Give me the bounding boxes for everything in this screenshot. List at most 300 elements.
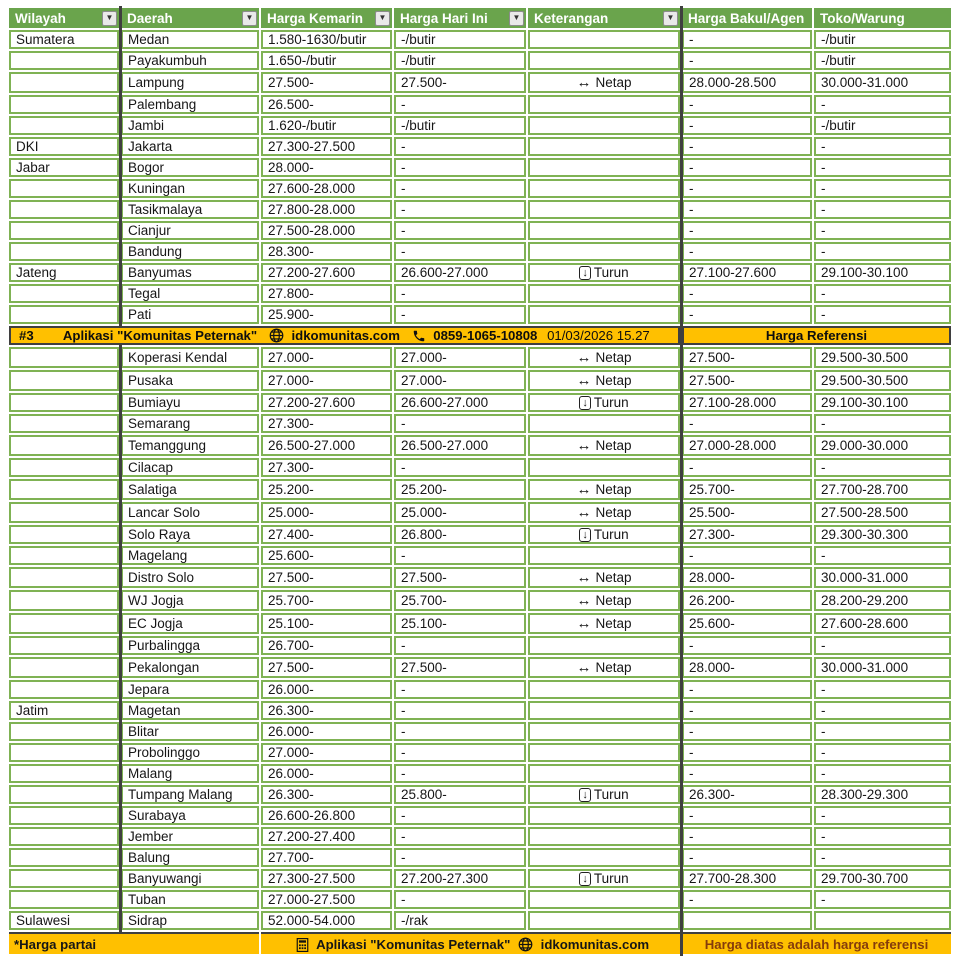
cell-daerah[interactable]: Lancar Solo <box>121 502 259 523</box>
cell-wilayah[interactable] <box>9 613 119 634</box>
cell-wilayah[interactable] <box>9 393 119 412</box>
cell-harga-kemarin[interactable]: 26.500-27.000 <box>261 435 392 456</box>
cell-daerah[interactable]: Distro Solo <box>121 567 259 588</box>
cell-toko-warung[interactable]: - <box>814 722 951 741</box>
cell-daerah[interactable]: Pekalongan <box>121 657 259 678</box>
cell-keterangan[interactable] <box>528 806 680 825</box>
cell-harga-bakul-agen[interactable]: - <box>682 30 812 49</box>
cell-wilayah[interactable] <box>9 657 119 678</box>
cell-harga-kemarin[interactable]: 27.500- <box>261 657 392 678</box>
filter-dropdown-button[interactable] <box>509 11 524 26</box>
cell-keterangan[interactable] <box>528 158 680 177</box>
cell-toko-warung[interactable]: -/butir <box>814 30 951 49</box>
cell-toko-warung[interactable]: - <box>814 743 951 762</box>
cell-daerah[interactable]: Jember <box>121 827 259 846</box>
cell-daerah[interactable]: Tumpang Malang <box>121 785 259 804</box>
cell-wilayah[interactable] <box>9 680 119 699</box>
cell-toko-warung[interactable]: - <box>814 890 951 909</box>
cell-toko-warung[interactable]: - <box>814 636 951 655</box>
website-link[interactable]: idkomunitas.com <box>291 328 400 343</box>
cell-keterangan[interactable] <box>528 785 680 804</box>
cell-daerah[interactable]: Palembang <box>121 95 259 114</box>
cell-keterangan[interactable] <box>528 200 680 219</box>
cell-daerah[interactable]: Bogor <box>121 158 259 177</box>
cell-keterangan[interactable] <box>528 657 680 678</box>
cell-harga-hari-ini[interactable]: - <box>394 743 526 762</box>
cell-toko-warung[interactable]: - <box>814 680 951 699</box>
cell-harga-hari-ini[interactable]: - <box>394 458 526 477</box>
cell-wilayah[interactable]: Jateng <box>9 263 119 282</box>
cell-toko-warung[interactable]: 28.200-29.200 <box>814 590 951 611</box>
cell-wilayah[interactable] <box>9 785 119 804</box>
cell-daerah[interactable]: Pati <box>121 305 259 324</box>
cell-harga-hari-ini[interactable]: - <box>394 95 526 114</box>
cell-toko-warung[interactable]: - <box>814 806 951 825</box>
cell-harga-bakul-agen[interactable]: 26.200- <box>682 590 812 611</box>
cell-harga-kemarin[interactable]: 27.300-27.500 <box>261 137 392 156</box>
footer-website-link[interactable]: idkomunitas.com <box>540 936 650 952</box>
cell-harga-hari-ini[interactable]: - <box>394 242 526 261</box>
cell-harga-bakul-agen[interactable]: - <box>682 116 812 135</box>
cell-keterangan[interactable] <box>528 722 680 741</box>
cell-wilayah[interactable] <box>9 567 119 588</box>
cell-wilayah[interactable]: Jatim <box>9 701 119 720</box>
cell-toko-warung[interactable]: 29.100-30.100 <box>814 263 951 282</box>
cell-wilayah[interactable] <box>9 116 119 135</box>
cell-harga-bakul-agen[interactable]: - <box>682 284 812 303</box>
cell-harga-bakul-agen[interactable]: 25.500- <box>682 502 812 523</box>
cell-wilayah[interactable] <box>9 806 119 825</box>
cell-daerah[interactable]: Tuban <box>121 890 259 909</box>
cell-harga-bakul-agen[interactable]: 27.500- <box>682 347 812 368</box>
cell-wilayah[interactable]: Sumatera <box>9 30 119 49</box>
cell-harga-bakul-agen[interactable]: - <box>682 200 812 219</box>
cell-harga-hari-ini[interactable]: - <box>394 221 526 240</box>
cell-wilayah[interactable] <box>9 743 119 762</box>
cell-daerah[interactable]: Lampung <box>121 72 259 93</box>
cell-daerah[interactable]: Balung <box>121 848 259 867</box>
cell-wilayah[interactable] <box>9 347 119 368</box>
cell-toko-warung[interactable]: - <box>814 458 951 477</box>
cell-daerah[interactable]: Surabaya <box>121 806 259 825</box>
cell-harga-bakul-agen[interactable]: - <box>682 414 812 433</box>
cell-daerah[interactable]: Medan <box>121 30 259 49</box>
cell-harga-hari-ini[interactable]: - <box>394 636 526 655</box>
cell-harga-bakul-agen[interactable]: - <box>682 458 812 477</box>
cell-daerah[interactable]: Purbalingga <box>121 636 259 655</box>
cell-keterangan[interactable] <box>528 567 680 588</box>
cell-keterangan[interactable] <box>528 116 680 135</box>
cell-toko-warung[interactable]: 28.300-29.300 <box>814 785 951 804</box>
cell-harga-kemarin[interactable]: 25.100- <box>261 613 392 634</box>
cell-toko-warung[interactable]: - <box>814 158 951 177</box>
cell-harga-bakul-agen[interactable]: - <box>682 680 812 699</box>
cell-harga-hari-ini[interactable]: 25.100- <box>394 613 526 634</box>
cell-wilayah[interactable] <box>9 221 119 240</box>
cell-harga-bakul-agen[interactable]: - <box>682 722 812 741</box>
cell-daerah[interactable]: Blitar <box>121 722 259 741</box>
cell-wilayah[interactable] <box>9 848 119 867</box>
cell-wilayah[interactable] <box>9 502 119 523</box>
cell-keterangan[interactable] <box>528 869 680 888</box>
cell-harga-kemarin[interactable]: 26.600-26.800 <box>261 806 392 825</box>
cell-wilayah[interactable] <box>9 179 119 198</box>
cell-toko-warung[interactable]: 27.500-28.500 <box>814 502 951 523</box>
cell-wilayah[interactable] <box>9 525 119 544</box>
cell-harga-kemarin[interactable]: 27.200-27.600 <box>261 393 392 412</box>
cell-wilayah[interactable] <box>9 890 119 909</box>
cell-harga-hari-ini[interactable]: 27.500- <box>394 72 526 93</box>
cell-keterangan[interactable] <box>528 435 680 456</box>
cell-harga-kemarin[interactable]: 27.200-27.400 <box>261 827 392 846</box>
cell-harga-bakul-agen[interactable]: - <box>682 221 812 240</box>
cell-harga-kemarin[interactable]: 27.700- <box>261 848 392 867</box>
cell-wilayah[interactable] <box>9 722 119 741</box>
cell-harga-kemarin[interactable]: 25.700- <box>261 590 392 611</box>
cell-daerah[interactable]: Jepara <box>121 680 259 699</box>
cell-wilayah[interactable] <box>9 435 119 456</box>
cell-keterangan[interactable] <box>528 502 680 523</box>
cell-harga-bakul-agen[interactable]: 28.000-28.500 <box>682 72 812 93</box>
cell-keterangan[interactable] <box>528 347 680 368</box>
cell-keterangan[interactable] <box>528 51 680 70</box>
cell-toko-warung[interactable]: - <box>814 848 951 867</box>
cell-keterangan[interactable] <box>528 95 680 114</box>
cell-harga-hari-ini[interactable]: 25.700- <box>394 590 526 611</box>
cell-toko-warung[interactable]: - <box>814 414 951 433</box>
cell-wilayah[interactable] <box>9 200 119 219</box>
cell-daerah[interactable]: Magetan <box>121 701 259 720</box>
filter-dropdown-button[interactable] <box>242 11 257 26</box>
cell-wilayah[interactable] <box>9 479 119 500</box>
table-row <box>9 284 951 303</box>
cell-toko-warung[interactable]: -/butir <box>814 51 951 70</box>
cell-harga-bakul-agen[interactable]: - <box>682 242 812 261</box>
cell-daerah[interactable]: Malang <box>121 764 259 783</box>
cell-harga-kemarin[interactable]: 27.500- <box>261 567 392 588</box>
cell-harga-bakul-agen[interactable]: - <box>682 806 812 825</box>
cell-daerah[interactable]: Temanggung <box>121 435 259 456</box>
cell-harga-kemarin[interactable]: 27.000- <box>261 743 392 762</box>
filter-dropdown-button[interactable] <box>102 11 117 26</box>
table-row <box>9 305 951 324</box>
cell-wilayah[interactable] <box>9 305 119 324</box>
cell-harga-hari-ini[interactable]: 26.600-27.000 <box>394 263 526 282</box>
cell-harga-kemarin[interactable]: 28.000- <box>261 158 392 177</box>
cell-harga-kemarin[interactable]: 25.200- <box>261 479 392 500</box>
cell-daerah[interactable]: Payakumbuh <box>121 51 259 70</box>
cell-wilayah[interactable] <box>9 764 119 783</box>
cell-harga-hari-ini[interactable]: - <box>394 890 526 909</box>
cell-daerah[interactable]: Solo Raya <box>121 525 259 544</box>
table-row <box>9 179 951 198</box>
cell-harga-hari-ini[interactable]: - <box>394 414 526 433</box>
cell-harga-kemarin[interactable]: 27.800- <box>261 284 392 303</box>
cell-harga-kemarin[interactable]: 27.300- <box>261 414 392 433</box>
cell-daerah[interactable]: Koperasi Kendal <box>121 347 259 368</box>
cell-harga-bakul-agen[interactable]: - <box>682 827 812 846</box>
cell-harga-hari-ini[interactable]: 27.000- <box>394 347 526 368</box>
cell-toko-warung[interactable]: 30.000-31.000 <box>814 657 951 678</box>
cell-harga-kemarin[interactable]: 1.580-1630/butir <box>261 30 392 49</box>
cell-harga-hari-ini[interactable]: 27.000- <box>394 370 526 391</box>
cell-toko-warung[interactable]: 30.000-31.000 <box>814 567 951 588</box>
cell-daerah[interactable]: Bumiayu <box>121 393 259 412</box>
cell-keterangan[interactable] <box>528 827 680 846</box>
cell-harga-bakul-agen[interactable]: - <box>682 95 812 114</box>
cell-harga-bakul-agen[interactable]: - <box>682 890 812 909</box>
cell-toko-warung[interactable]: 29.500-30.500 <box>814 370 951 391</box>
cell-harga-kemarin[interactable]: 25.600- <box>261 546 392 565</box>
cell-harga-kemarin[interactable]: 25.000- <box>261 502 392 523</box>
cell-wilayah[interactable] <box>9 95 119 114</box>
cell-harga-hari-ini[interactable]: -/butir <box>394 116 526 135</box>
cell-wilayah[interactable]: DKI <box>9 137 119 156</box>
cell-daerah[interactable]: Pusaka <box>121 370 259 391</box>
cell-harga-bakul-agen[interactable]: 28.000- <box>682 567 812 588</box>
cell-harga-bakul-agen[interactable]: - <box>682 305 812 324</box>
cell-keterangan[interactable] <box>528 613 680 634</box>
app-banner <box>9 326 680 345</box>
cell-harga-hari-ini[interactable]: - <box>394 305 526 324</box>
cell-harga-bakul-agen[interactable]: - <box>682 848 812 867</box>
cell-harga-kemarin[interactable]: 26.000- <box>261 764 392 783</box>
cell-harga-hari-ini[interactable]: 27.500- <box>394 657 526 678</box>
cell-harga-bakul-agen[interactable]: 27.100-28.000 <box>682 393 812 412</box>
cell-harga-bakul-agen[interactable]: 27.500- <box>682 370 812 391</box>
cell-harga-hari-ini[interactable]: - <box>394 806 526 825</box>
cell-daerah[interactable]: Banyumas <box>121 263 259 282</box>
cell-wilayah[interactable] <box>9 414 119 433</box>
cell-toko-warung[interactable]: 29.100-30.100 <box>814 393 951 412</box>
cell-harga-hari-ini[interactable]: - <box>394 179 526 198</box>
cell-toko-warung[interactable]: -/butir <box>814 116 951 135</box>
cell-wilayah[interactable]: Jabar <box>9 158 119 177</box>
cell-harga-hari-ini[interactable]: 26.800- <box>394 525 526 544</box>
cell-harga-hari-ini[interactable]: - <box>394 680 526 699</box>
cell-keterangan[interactable] <box>528 890 680 909</box>
cell-harga-bakul-agen[interactable]: - <box>682 546 812 565</box>
cell-wilayah[interactable] <box>9 636 119 655</box>
cell-keterangan[interactable] <box>528 911 680 930</box>
cell-harga-hari-ini[interactable]: 27.200-27.300 <box>394 869 526 888</box>
cell-harga-hari-ini[interactable]: 26.600-27.000 <box>394 393 526 412</box>
cell-keterangan[interactable] <box>528 680 680 699</box>
cell-toko-warung[interactable] <box>814 911 951 930</box>
cell-daerah[interactable]: Jambi <box>121 116 259 135</box>
cell-harga-hari-ini[interactable]: 25.800- <box>394 785 526 804</box>
cell-harga-bakul-agen[interactable]: 27.300- <box>682 525 812 544</box>
cell-keterangan[interactable] <box>528 284 680 303</box>
cell-keterangan[interactable] <box>528 137 680 156</box>
cell-toko-warung[interactable]: - <box>814 200 951 219</box>
cell-daerah[interactable]: Magelang <box>121 546 259 565</box>
cell-toko-warung[interactable]: - <box>814 179 951 198</box>
cell-wilayah[interactable] <box>9 242 119 261</box>
cell-toko-warung[interactable]: - <box>814 137 951 156</box>
table-row <box>9 479 951 500</box>
cell-daerah[interactable]: Probolinggo <box>121 743 259 762</box>
cell-wilayah[interactable] <box>9 458 119 477</box>
cell-harga-bakul-agen[interactable]: - <box>682 701 812 720</box>
cell-daerah[interactable]: Salatiga <box>121 479 259 500</box>
cell-harga-kemarin[interactable]: 1.650-/butir <box>261 51 392 70</box>
cell-harga-bakul-agen[interactable]: - <box>682 51 812 70</box>
cell-wilayah[interactable] <box>9 72 119 93</box>
cell-harga-kemarin[interactable]: 27.000- <box>261 347 392 368</box>
cell-keterangan[interactable] <box>528 72 680 93</box>
cell-wilayah[interactable] <box>9 869 119 888</box>
cell-harga-kemarin[interactable]: 27.500-28.000 <box>261 221 392 240</box>
cell-daerah[interactable]: Jakarta <box>121 137 259 156</box>
cell-daerah[interactable]: Kuningan <box>121 179 259 198</box>
cell-harga-bakul-agen[interactable]: 28.000- <box>682 657 812 678</box>
filter-dropdown-button[interactable] <box>663 11 678 26</box>
cell-wilayah[interactable] <box>9 827 119 846</box>
cell-keterangan[interactable] <box>528 179 680 198</box>
filter-dropdown-button[interactable] <box>375 11 390 26</box>
cell-harga-kemarin[interactable]: 27.000-27.500 <box>261 890 392 909</box>
cell-harga-hari-ini[interactable]: -/rak <box>394 911 526 930</box>
cell-keterangan[interactable] <box>528 458 680 477</box>
cell-harga-hari-ini[interactable]: 26.500-27.000 <box>394 435 526 456</box>
cell-harga-bakul-agen[interactable]: - <box>682 158 812 177</box>
cell-harga-hari-ini[interactable]: - <box>394 764 526 783</box>
cell-keterangan[interactable] <box>528 743 680 762</box>
cell-harga-kemarin[interactable]: 27.400- <box>261 525 392 544</box>
cell-harga-hari-ini[interactable]: -/butir <box>394 30 526 49</box>
cell-harga-bakul-agen[interactable] <box>682 911 812 930</box>
cell-toko-warung[interactable]: - <box>814 827 951 846</box>
cell-harga-hari-ini[interactable]: - <box>394 827 526 846</box>
cell-toko-warung[interactable]: - <box>814 764 951 783</box>
cell-toko-warung[interactable]: 29.000-30.000 <box>814 435 951 456</box>
cell-keterangan[interactable] <box>528 263 680 282</box>
cell-toko-warung[interactable]: - <box>814 242 951 261</box>
cell-harga-kemarin[interactable]: 26.700- <box>261 636 392 655</box>
cell-keterangan[interactable] <box>528 525 680 544</box>
cell-harga-kemarin[interactable]: 27.300-27.500 <box>261 869 392 888</box>
cell-toko-warung[interactable]: - <box>814 221 951 240</box>
cell-toko-warung[interactable]: 27.600-28.600 <box>814 613 951 634</box>
cell-harga-hari-ini[interactable]: - <box>394 701 526 720</box>
cell-harga-bakul-agen[interactable]: 27.100-27.600 <box>682 263 812 282</box>
cell-keterangan[interactable] <box>528 414 680 433</box>
cell-harga-bakul-agen[interactable]: 25.600- <box>682 613 812 634</box>
cell-harga-kemarin[interactable]: 27.200-27.600 <box>261 263 392 282</box>
cell-harga-kemarin[interactable]: 1.620-/butir <box>261 116 392 135</box>
cell-harga-hari-ini[interactable]: -/butir <box>394 51 526 70</box>
cell-harga-hari-ini[interactable]: - <box>394 848 526 867</box>
cell-harga-kemarin[interactable]: 27.800-28.000 <box>261 200 392 219</box>
cell-harga-kemarin[interactable]: 52.000-54.000 <box>261 911 392 930</box>
cell-harga-kemarin[interactable]: 26.300- <box>261 785 392 804</box>
cell-toko-warung[interactable]: - <box>814 284 951 303</box>
cell-harga-bakul-agen[interactable]: 25.700- <box>682 479 812 500</box>
cell-harga-kemarin[interactable]: 27.300- <box>261 458 392 477</box>
cell-daerah[interactable]: Cianjur <box>121 221 259 240</box>
cell-harga-kemarin[interactable]: 26.000- <box>261 680 392 699</box>
cell-toko-warung[interactable]: - <box>814 305 951 324</box>
cell-harga-bakul-agen[interactable]: - <box>682 137 812 156</box>
cell-harga-kemarin[interactable]: 26.300- <box>261 701 392 720</box>
cell-toko-warung[interactable]: - <box>814 546 951 565</box>
table-row <box>9 546 951 565</box>
cell-harga-bakul-agen[interactable]: - <box>682 636 812 655</box>
cell-harga-hari-ini[interactable]: 25.200- <box>394 479 526 500</box>
cell-harga-kemarin[interactable]: 25.900- <box>261 305 392 324</box>
cell-harga-hari-ini[interactable]: - <box>394 200 526 219</box>
cell-keterangan[interactable] <box>528 590 680 611</box>
cell-keterangan[interactable] <box>528 764 680 783</box>
cell-daerah[interactable]: EC Jogja <box>121 613 259 634</box>
cell-keterangan[interactable] <box>528 242 680 261</box>
cell-daerah[interactable]: Semarang <box>121 414 259 433</box>
cell-keterangan[interactable] <box>528 479 680 500</box>
cell-keterangan[interactable] <box>528 701 680 720</box>
cell-keterangan[interactable] <box>528 848 680 867</box>
cell-harga-hari-ini[interactable]: 27.500- <box>394 567 526 588</box>
cell-toko-warung[interactable]: 27.700-28.700 <box>814 479 951 500</box>
cell-harga-kemarin[interactable]: 26.500- <box>261 95 392 114</box>
cell-daerah[interactable]: Tegal <box>121 284 259 303</box>
cell-keterangan[interactable] <box>528 546 680 565</box>
cell-harga-bakul-agen[interactable]: 27.700-28.300 <box>682 869 812 888</box>
cell-toko-warung[interactable]: 29.500-30.500 <box>814 347 951 368</box>
cell-harga-bakul-agen[interactable]: 27.000-28.000 <box>682 435 812 456</box>
cell-harga-hari-ini[interactable]: - <box>394 284 526 303</box>
cell-toko-warung[interactable]: - <box>814 95 951 114</box>
cell-daerah[interactable]: Banyuwangi <box>121 869 259 888</box>
cell-keterangan[interactable] <box>528 393 680 412</box>
cell-daerah[interactable]: Tasikmalaya <box>121 200 259 219</box>
cell-harga-hari-ini[interactable]: - <box>394 137 526 156</box>
cell-wilayah[interactable] <box>9 284 119 303</box>
cell-harga-bakul-agen[interactable]: - <box>682 179 812 198</box>
cell-harga-kemarin[interactable]: 26.000- <box>261 722 392 741</box>
cell-keterangan[interactable] <box>528 30 680 49</box>
cell-harga-hari-ini[interactable]: 25.000- <box>394 502 526 523</box>
cell-daerah[interactable]: WJ Jogja <box>121 590 259 611</box>
cell-toko-warung[interactable]: - <box>814 701 951 720</box>
cell-harga-kemarin[interactable]: 27.500- <box>261 72 392 93</box>
cell-harga-kemarin[interactable]: 27.600-28.000 <box>261 179 392 198</box>
cell-harga-kemarin[interactable]: 27.000- <box>261 370 392 391</box>
cell-keterangan[interactable] <box>528 221 680 240</box>
cell-harga-hari-ini[interactable]: - <box>394 546 526 565</box>
cell-harga-bakul-agen[interactable]: - <box>682 764 812 783</box>
cell-keterangan[interactable] <box>528 636 680 655</box>
cell-harga-kemarin[interactable]: 28.300- <box>261 242 392 261</box>
cell-toko-warung[interactable]: 30.000-31.000 <box>814 72 951 93</box>
cell-harga-bakul-agen[interactable]: 26.300- <box>682 785 812 804</box>
cell-wilayah[interactable] <box>9 590 119 611</box>
cell-wilayah[interactable] <box>9 546 119 565</box>
cell-toko-warung[interactable]: 29.700-30.700 <box>814 869 951 888</box>
cell-daerah[interactable]: Sidrap <box>121 911 259 930</box>
cell-daerah[interactable]: Cilacap <box>121 458 259 477</box>
cell-harga-hari-ini[interactable]: - <box>394 722 526 741</box>
cell-keterangan[interactable] <box>528 370 680 391</box>
cell-harga-bakul-agen[interactable]: - <box>682 743 812 762</box>
cell-wilayah[interactable] <box>9 51 119 70</box>
cell-wilayah[interactable]: Sulawesi <box>9 911 119 930</box>
cell-harga-hari-ini[interactable]: - <box>394 158 526 177</box>
cell-wilayah[interactable] <box>9 370 119 391</box>
cell-keterangan[interactable] <box>528 305 680 324</box>
cell-toko-warung[interactable]: 29.300-30.300 <box>814 525 951 544</box>
cell-daerah[interactable]: Bandung <box>121 242 259 261</box>
